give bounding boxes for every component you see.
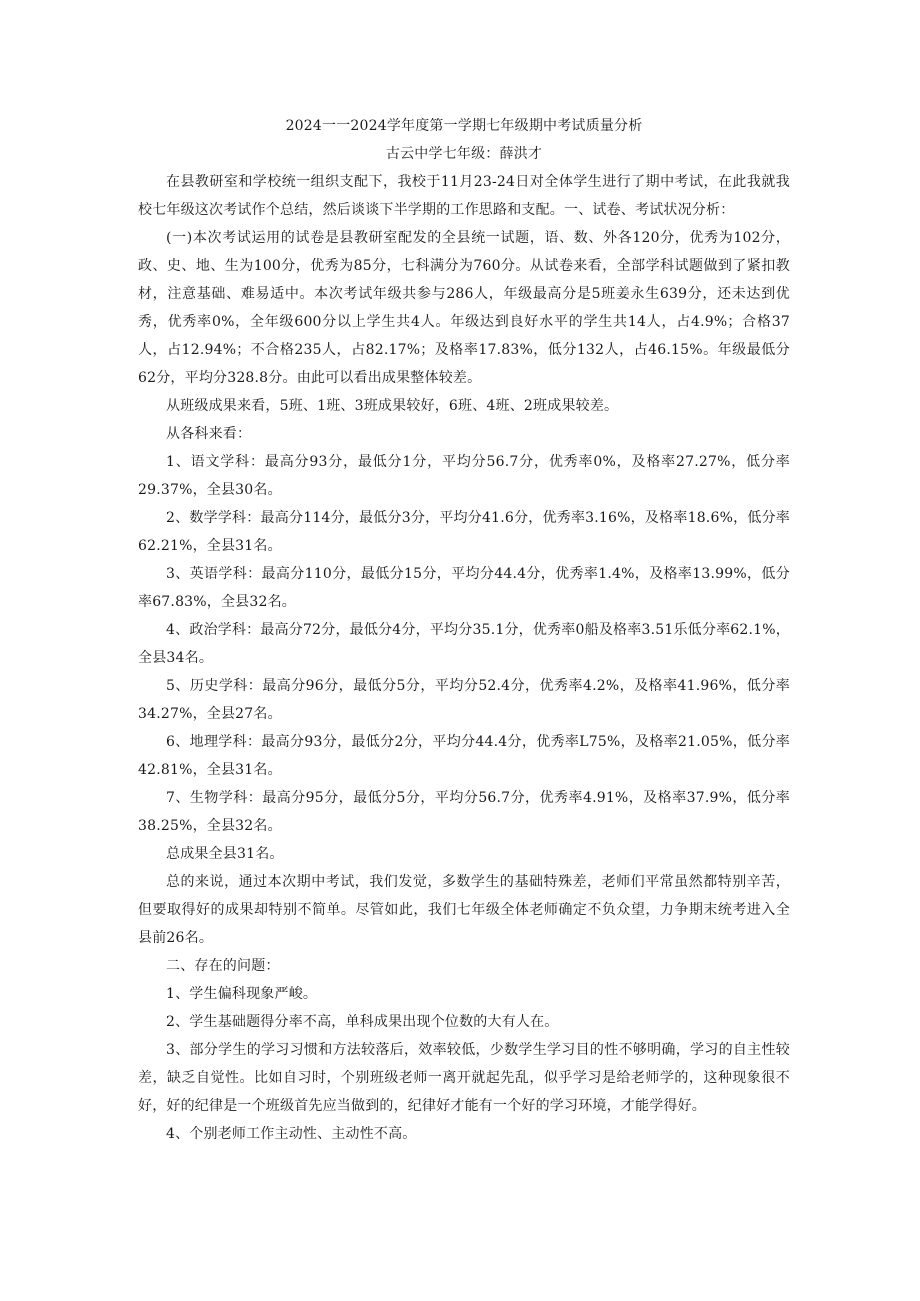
section-heading-problems: 二、存在的问题： bbox=[166, 958, 280, 974]
paragraph-subject-biology: 7、生物学科：最高分95分，最低分5分，平均分56.7分，优秀率4.91%，及格率37.9%，低分率38.25%，全县32名。 bbox=[138, 790, 790, 834]
problem-item-3: 3、部分学生的学习习惯和方法较落后，效率较低，少数学生学习目的性不够明确，学习的自主性较差，缺乏自觉性。比如自习时，个别班级老师一离开就起先乱，似乎学习是给老师学的，这种现象很不好，好的纪律是一个班级首先应当做到的，纪律好才能有一个好的学习环境，才能学得好。 bbox=[138, 1042, 790, 1114]
paragraph-summary: 总的来说，通过本次期中考试，我们发觉，多数学生的基础特殊差，老师们平常虽然都特别辛苦，但要取得好的成果却特别不简单。尽管如此，我们七年级全体老师确定不负众望，力争期末统考进入全县前26名。 bbox=[138, 874, 790, 946]
paragraph-intro: 在县教研室和学校统一组织支配下，我校于11月23-24日对全体学生进行了期中考试，在此我就我校七年级这次考试作个总结，然后谈谈下半学期的工作思路和支配。一、试卷、考试状况分析： bbox=[138, 174, 790, 218]
document-author: 古云中学七年级：薛洪才 bbox=[385, 146, 543, 162]
paragraph-overall-rank: 总成果全县31名。 bbox=[166, 846, 284, 862]
document-title: 2024一一2024学年度第一学期七年级期中考试质量分析 bbox=[285, 118, 643, 134]
paragraph-exam-overview: (一)本次考试运用的试卷是县教研室配发的全县统一试题，语、数、外各120分，优秀为102分，政、史、地、生为100分，优秀为85分，七科满分为760分。从试卷来看，全部学科试题做到了紧扣教材，注意基础、难易适中。本次考试年级共参与286人，年级最高分是5班姜永生639分，还未达到优秀，优秀率0%，全年级600分以上学生共4人。年级达到良好水平的学生共14人，占4.9%；合格37人，占12.94%；不合格235人，占82.17%；及格率17.83%，低分132人，占46.15%。年级最低分62分，平均分328.8分。由此可以看出成果整体较差。 bbox=[138, 230, 790, 386]
paragraph-subjects-heading: 从各科来看： bbox=[166, 426, 252, 442]
paragraph-subject-politics: 4、政治学科：最高分72分，最低分4分，平均分35.1分，优秀率0船及格率3.51乐低分率62.1%，全县34名。 bbox=[138, 622, 790, 666]
problem-item-4: 4、个别老师工作主动性、主动性不高。 bbox=[166, 1126, 417, 1142]
problem-item-2: 2、学生基础题得分率不高，单科成果出现个位数的大有人在。 bbox=[166, 1014, 559, 1030]
paragraph-subject-geography: 6、地理学科：最高分93分，最低分2分，平均分44.4分，优秀率L75%，及格率21.05%，低分率42.81%，全县31名。 bbox=[138, 734, 790, 778]
document-page bbox=[138, 108, 790, 1148]
problem-item-1: 1、学生偏科现象严峻。 bbox=[166, 986, 318, 1002]
paragraph-subject-history: 5、历史学科：最高分96分，最低分5分，平均分52.4分，优秀率4.2%，及格率41.96%，低分率34.27%，全县27名。 bbox=[138, 678, 790, 722]
paragraph-subject-math: 2、数学学科：最高分114分，最低分3分，平均分41.6分，优秀率3.16%，及格率18.6%，低分率62.21%，全县31名。 bbox=[138, 510, 790, 554]
paragraph-subject-english: 3、英语学科：最高分110分，最低分15分，平均分44.4分，优秀率1.4%，及格率13.99%，低分率67.83%，全县32名。 bbox=[138, 566, 790, 610]
paragraph-subject-chinese: 1、语文学科：最高分93分，最低分1分，平均分56.7分，优秀率0%，及格率27.27%，低分率29.37%，全县30名。 bbox=[138, 454, 790, 498]
paragraph-class-results: 从班级成果来看，5班、1班、3班成果较好，6班、4班、2班成果较差。 bbox=[166, 398, 619, 414]
